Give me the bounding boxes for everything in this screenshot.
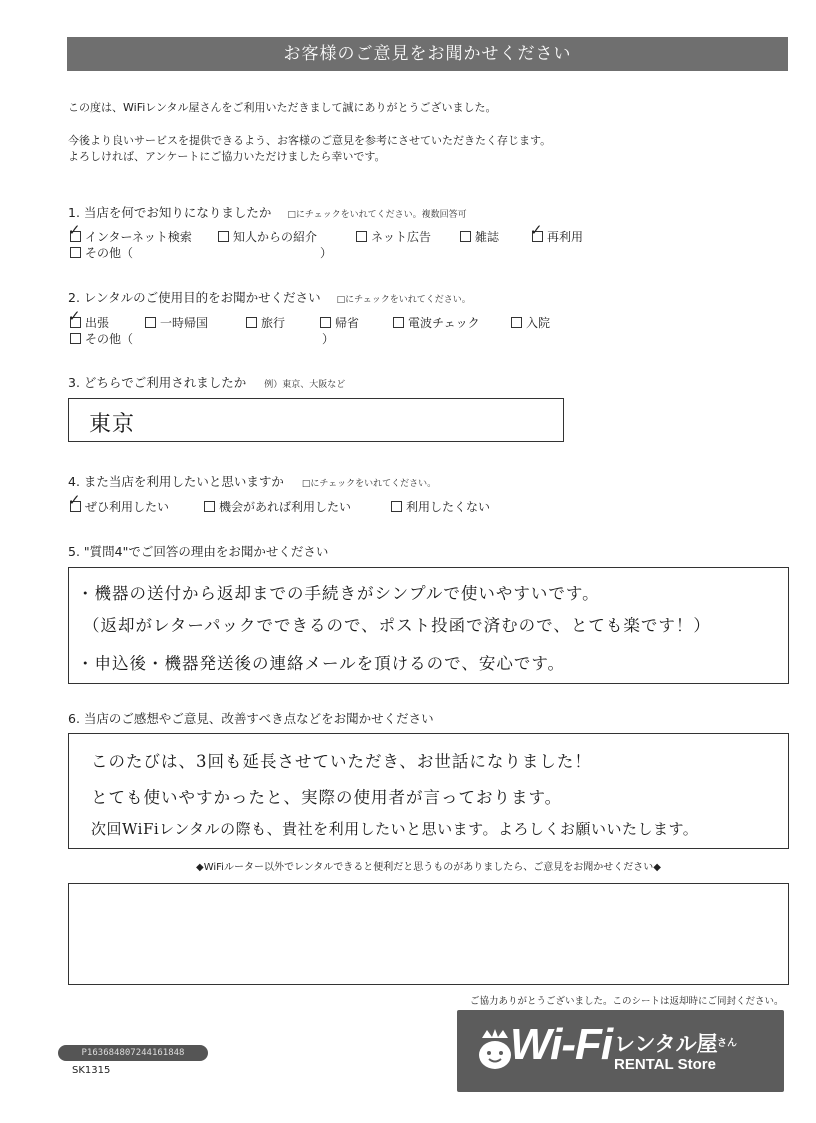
- option-label: 利用したくない: [406, 500, 491, 514]
- q4-option-no[interactable]: [391, 498, 490, 515]
- option-label: 一時帰国: [160, 316, 209, 330]
- q3-answer-box[interactable]: [68, 398, 564, 442]
- checkbox[interactable]: [70, 247, 81, 258]
- rental-request-label: ◆WiFiルーター以外でレンタルできると便利だと思うものがありましたら、ご意見をお聞かせください◆: [196, 862, 661, 873]
- checkbox[interactable]: [511, 317, 522, 328]
- q2-option-other[interactable]: [70, 330, 133, 347]
- q6-answer-box[interactable]: [68, 733, 789, 849]
- q4-option-if-chance[interactable]: [204, 498, 351, 515]
- footer-thanks: ご協力ありがとうございました。このシートは返却時にご同封ください。: [470, 996, 784, 1007]
- barcode-label: P163684807244161848: [58, 1045, 208, 1061]
- checkbox[interactable]: [145, 317, 156, 328]
- option-label: 旅行: [261, 316, 286, 330]
- mascot-face-icon: [479, 1041, 511, 1069]
- mascot-icon: [476, 1028, 514, 1072]
- q1-option-reuse[interactable]: [530, 221, 584, 245]
- checkbox[interactable]: [460, 231, 471, 242]
- q5-answer-box[interactable]: [68, 567, 789, 684]
- q6-answer-line1: このたびは、3回も延長させていただき、お世話になりました！: [91, 752, 592, 771]
- q1-note: □にチェックをいれてください。複数回答可: [287, 210, 467, 220]
- q5-label: 5. "質問4"でご回答の理由をお聞かせください: [68, 544, 329, 559]
- q1-option-other[interactable]: [70, 244, 133, 261]
- mascot-eye-icon: [487, 1051, 491, 1055]
- q4-label: [68, 472, 436, 490]
- checkbox[interactable]: [356, 231, 367, 242]
- intro-thanks: この度は、WiFiレンタル屋さんをご利用いただきまして誠にありがとうございました。: [68, 101, 497, 114]
- mascot-eye-icon: [499, 1051, 503, 1055]
- q3-answer-text: 東京: [89, 412, 136, 437]
- q6-label: 6. 当店のご感想やご意見、改善すべき点などをお聞かせください: [68, 711, 434, 726]
- intro-cooperation: よろしければ、アンケートにご協力いただけましたら幸いです。: [68, 150, 386, 163]
- q1-label-text: 1. 当店を何でお知りになりましたか: [68, 205, 272, 220]
- checkmark-icon: ✓: [68, 221, 81, 239]
- q1-label: [68, 203, 467, 221]
- option-label: 帰省: [335, 316, 360, 330]
- q1-option-net-ad[interactable]: [356, 228, 431, 245]
- q1-option-magazine[interactable]: [460, 228, 499, 245]
- q3-label-text: 3. どちらでご利用されましたか: [68, 375, 247, 390]
- checkbox[interactable]: [246, 317, 257, 328]
- q1-option-referral[interactable]: [218, 228, 317, 245]
- option-label: 電波チェック: [408, 316, 480, 330]
- option-label: 再利用: [547, 230, 584, 244]
- q2-other-close: ）: [322, 332, 335, 346]
- q6-answer-line3: 次回WiFiレンタルの際も、貴社を利用したいと思います。よろしくお願いいたします。: [91, 820, 699, 838]
- rental-request-box[interactable]: [68, 883, 789, 985]
- option-label: ネット広告: [371, 230, 432, 244]
- q1-option-internet-search[interactable]: [68, 221, 192, 245]
- checkbox[interactable]: [391, 501, 402, 512]
- q2-note: □にチェックをいれてください。: [336, 295, 471, 305]
- q5-answer-line2: （返却がレターパックでできるので、ポスト投函で済むので、とても楽です！）: [83, 616, 711, 635]
- q3-label: [68, 373, 345, 391]
- checkmark-icon: ✓: [68, 491, 81, 509]
- option-label: 雑誌: [475, 230, 500, 244]
- checkmark-icon: ✓: [530, 221, 543, 239]
- q4-option-definitely[interactable]: [68, 491, 170, 515]
- option-label: 機会があれば利用したい: [219, 500, 352, 514]
- q2-label: [68, 288, 471, 306]
- survey-title: お客様のご意見をお聞かせください: [67, 37, 788, 71]
- q6-answer-line2: とても使いやすかったと、実際の使用者が言っております。: [91, 788, 563, 807]
- crown-icon: [482, 1029, 508, 1038]
- q2-option-business-trip[interactable]: [68, 307, 110, 331]
- logo-name-en: RENTAL Store: [614, 1056, 716, 1073]
- q2-option-hospital[interactable]: [511, 314, 550, 331]
- q5-answer-line1: ・機器の送付から返却までの手続きがシンプルで使いやすいです。: [77, 584, 600, 603]
- q4-label-text: 4. また当店を利用したいと思いますか: [68, 474, 284, 489]
- option-label: その他（: [85, 332, 134, 346]
- intro-request: 今後より良いサービスを提供できるよう、お客様のご意見を参考にさせていただきたく存じます。: [68, 134, 552, 147]
- option-label: ぜひ利用したい: [85, 500, 170, 514]
- logo-san: さん: [717, 1038, 737, 1049]
- logo-wifi-text: Wi-Fi: [510, 1020, 613, 1069]
- option-label: インターネット検索: [85, 230, 192, 244]
- option-label: 入院: [526, 316, 551, 330]
- checkbox[interactable]: [204, 501, 215, 512]
- q4-note: □にチェックをいれてください。: [301, 479, 437, 489]
- q2-option-travel[interactable]: [246, 314, 285, 331]
- option-label: その他（: [85, 246, 134, 260]
- q3-note: 例）東京、大阪など: [264, 380, 346, 390]
- logo-name-jp: レンタル屋: [614, 1032, 718, 1056]
- q2-option-temp-return[interactable]: [145, 314, 208, 331]
- option-label: 知人からの紹介: [233, 230, 318, 244]
- option-label: 出張: [85, 316, 110, 330]
- q1-other-close: ）: [320, 246, 333, 260]
- q2-option-signal-check[interactable]: [393, 314, 480, 331]
- checkbox[interactable]: [218, 231, 229, 242]
- sheet-code: SK1315: [72, 1065, 111, 1076]
- q5-answer-line3: ・申込後・機器発送後の連絡メールを頂けるので、安心です。: [77, 654, 566, 673]
- checkbox[interactable]: [70, 333, 81, 344]
- checkmark-icon: ✓: [68, 307, 81, 325]
- q2-option-homecoming[interactable]: [320, 314, 359, 331]
- checkbox[interactable]: [393, 317, 404, 328]
- checkbox[interactable]: [320, 317, 331, 328]
- q2-label-text: 2. レンタルのご使用目的をお聞かせください: [68, 290, 321, 305]
